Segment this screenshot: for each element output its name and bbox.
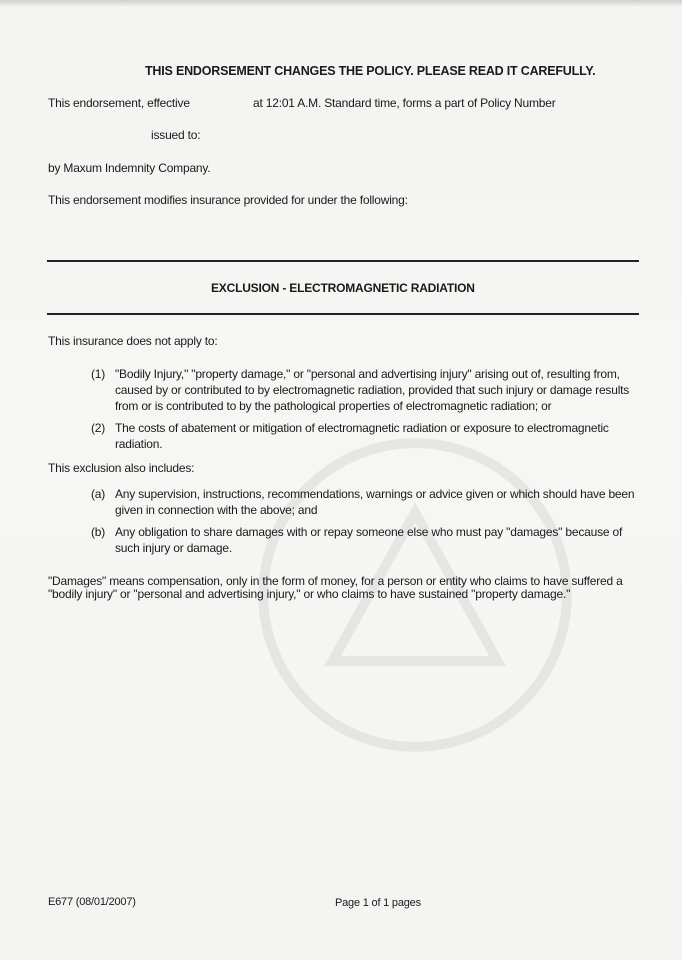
list-item-text: The costs of abatement or mitigation of electromagnetic radiation or exposure to electromagnetic radiation. (115, 421, 609, 451)
page-info: Page 1 of 1 pages (335, 897, 421, 909)
list-marker: (2) (91, 421, 106, 435)
effective-label: This endorsement, effective (48, 96, 190, 110)
list-item-text: Any supervision, instructions, recommendations, warnings or advice given or which should have been given in connection with the above; and (115, 487, 635, 517)
form-number: E677 (08/01/2007) (48, 896, 136, 908)
endorsement-notice: THIS ENDORSEMENT CHANGES THE POLICY. PLEASE READ IT CAREFULLY. (145, 64, 596, 78)
page-top-edge (0, 0, 682, 6)
lettered-list (91, 486, 641, 562)
list-item-text: "Bodily Injury," "property damage," or "personal and advertising injury" arising out of, resulting from, caused by or contributed to by electromagnetic radiation, provided that such injury or damage results from or is contributed to by the pathological properties of electromagnetic radiation; or (115, 367, 630, 413)
exclusion-intro: This insurance does not apply to: (48, 334, 218, 348)
issued-to-label: issued to: (151, 128, 201, 142)
top-divider (47, 260, 639, 262)
numbered-list (91, 366, 641, 458)
damages-definition: "Damages" means compensation, only in the form of money, for a person or entity who claims to have suffered a "bodily injury" or "personal and advertising injury," or who claims to have sustained "property damage." (48, 574, 623, 601)
list-marker: (a) (91, 487, 106, 501)
time-clause: at 12:01 A.M. Standard time, forms a part of Policy Number (253, 96, 556, 110)
company-line: by Maxum Indemnity Company. (48, 161, 211, 175)
list-item (91, 420, 641, 452)
title-divider (47, 313, 639, 315)
list-item (91, 524, 641, 556)
list-item-text: Any obligation to share damages with or repay someone else who must pay "damages" because of such injury or damage. (115, 525, 623, 555)
list-marker: (1) (91, 367, 106, 381)
list-item (91, 486, 641, 518)
includes-intro: This exclusion also includes: (48, 461, 195, 475)
modifies-line: This endorsement modifies insurance provided for under the following: (48, 193, 408, 207)
list-marker: (b) (91, 525, 106, 539)
form-title: EXCLUSION - ELECTROMAGNETIC RADIATION (211, 281, 475, 295)
list-item (91, 366, 641, 414)
